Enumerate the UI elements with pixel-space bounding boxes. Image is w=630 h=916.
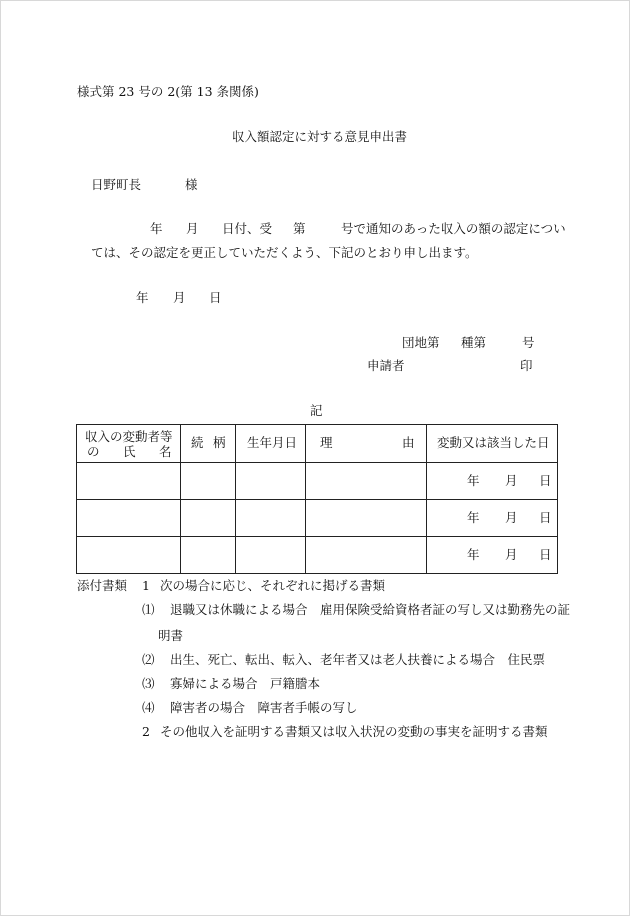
date-year: 年 (136, 290, 149, 305)
body-day-issued: 日付、受 (222, 221, 273, 236)
cell-change-date[interactable] (427, 463, 558, 500)
header-reason-a: 理 (320, 435, 333, 450)
cell-day-label: 日 (539, 473, 552, 488)
table-row (77, 537, 558, 574)
seal-mark: 印 (520, 358, 533, 373)
body-month: 月 (186, 221, 199, 236)
applicant-label: 申請者 (367, 358, 405, 373)
table-row (77, 463, 558, 500)
date-day: 日 (209, 290, 222, 305)
header-name (77, 425, 181, 463)
header-change-date (427, 425, 558, 463)
cell-year-label: 年 (467, 473, 480, 488)
attachment-sub2-number: ⑵ (142, 652, 155, 667)
header-name-mei: 名 (159, 444, 172, 459)
cell-name[interactable] (77, 463, 181, 500)
body-line2: ては、その認定を更正していただくよう、下記のとおり申し出ます。 (91, 245, 478, 260)
header-change-date-text: 変動又は該当した日 (437, 435, 550, 450)
header-reason (306, 425, 427, 463)
document-title: 収入額認定に対する意見申出書 (232, 129, 408, 144)
header-birthdate (236, 425, 306, 463)
attachment-sub1-number: ⑴ (142, 602, 155, 617)
cell-year-label: 年 (467, 547, 480, 562)
body-no-prefix: 第 (293, 221, 306, 236)
form-number: 様式第 23 号の 2(第 13 条関係) (77, 84, 259, 99)
attachment-item1-text: 次の場合に応じ、それぞれに掲げる書類 (160, 578, 386, 593)
body-line1-rest: 号で通知のあった収入の額の認定につい (341, 221, 566, 236)
cell-reason[interactable] (306, 500, 427, 537)
change-table (76, 424, 558, 574)
body-year: 年 (150, 221, 163, 236)
cell-year-label: 年 (467, 510, 480, 525)
attachment-sub3-text: 寡婦による場合 戸籍謄本 (170, 676, 321, 691)
attachment-sub2-text: 出生、死亡、転出、転入、老年者又は老人扶養による場合 住民票 (170, 652, 546, 667)
cell-birthdate[interactable] (236, 463, 306, 500)
header-birthdate-text: 生年月日 (247, 435, 298, 450)
header-name-line1: 収入の変動者等 (85, 429, 173, 444)
cell-day-label: 日 (539, 547, 552, 562)
cell-relation[interactable] (181, 463, 236, 500)
attachment-sub1-continuation: 明書 (158, 628, 184, 643)
attachment-sub4-number: ⑷ (142, 700, 155, 715)
cell-month-label: 月 (505, 547, 518, 562)
go-label: 号 (522, 335, 535, 350)
attachments-label: 添付書類 (77, 578, 128, 593)
cell-change-date[interactable] (427, 537, 558, 574)
addressee-honorific: 様 (185, 177, 198, 192)
cell-reason[interactable] (306, 463, 427, 500)
header-relation-b: 柄 (213, 435, 226, 450)
attachment-item2-number: 2 (142, 724, 150, 739)
table-header-row (77, 425, 558, 463)
attachment-sub4-text: 障害者の場合 障害者手帳の写し (170, 700, 358, 715)
cell-name[interactable] (77, 537, 181, 574)
danchi-label: 団地第 (402, 335, 440, 350)
cell-reason[interactable] (306, 537, 427, 574)
table-row (77, 500, 558, 537)
addressee-name: 日野町長 (91, 177, 142, 192)
cell-birthdate[interactable] (236, 537, 306, 574)
cell-day-label: 日 (539, 510, 552, 525)
header-relation-a: 続 (191, 435, 204, 450)
attachment-sub3-number: ⑶ (142, 676, 155, 691)
header-name-no: の (87, 444, 100, 459)
cell-relation[interactable] (181, 500, 236, 537)
ki-heading: 記 (310, 403, 323, 418)
cell-month-label: 月 (505, 510, 518, 525)
header-relation (181, 425, 236, 463)
date-month: 月 (173, 290, 186, 305)
cell-change-date[interactable] (427, 500, 558, 537)
cell-relation[interactable] (181, 537, 236, 574)
attachment-sub1-text: 退職又は休職による場合 雇用保険受給資格者証の写し又は勤務先の証 (170, 602, 571, 617)
attachment-item2-text: その他収入を証明する書類又は収入状況の変動の事実を証明する書類 (160, 724, 548, 739)
cell-name[interactable] (77, 500, 181, 537)
header-reason-b: 由 (402, 435, 415, 450)
header-name-shi: 氏 (123, 444, 136, 459)
attachment-item1-number: 1 (142, 578, 150, 593)
shu-label: 種第 (461, 335, 487, 350)
cell-birthdate[interactable] (236, 500, 306, 537)
cell-month-label: 月 (505, 473, 518, 488)
